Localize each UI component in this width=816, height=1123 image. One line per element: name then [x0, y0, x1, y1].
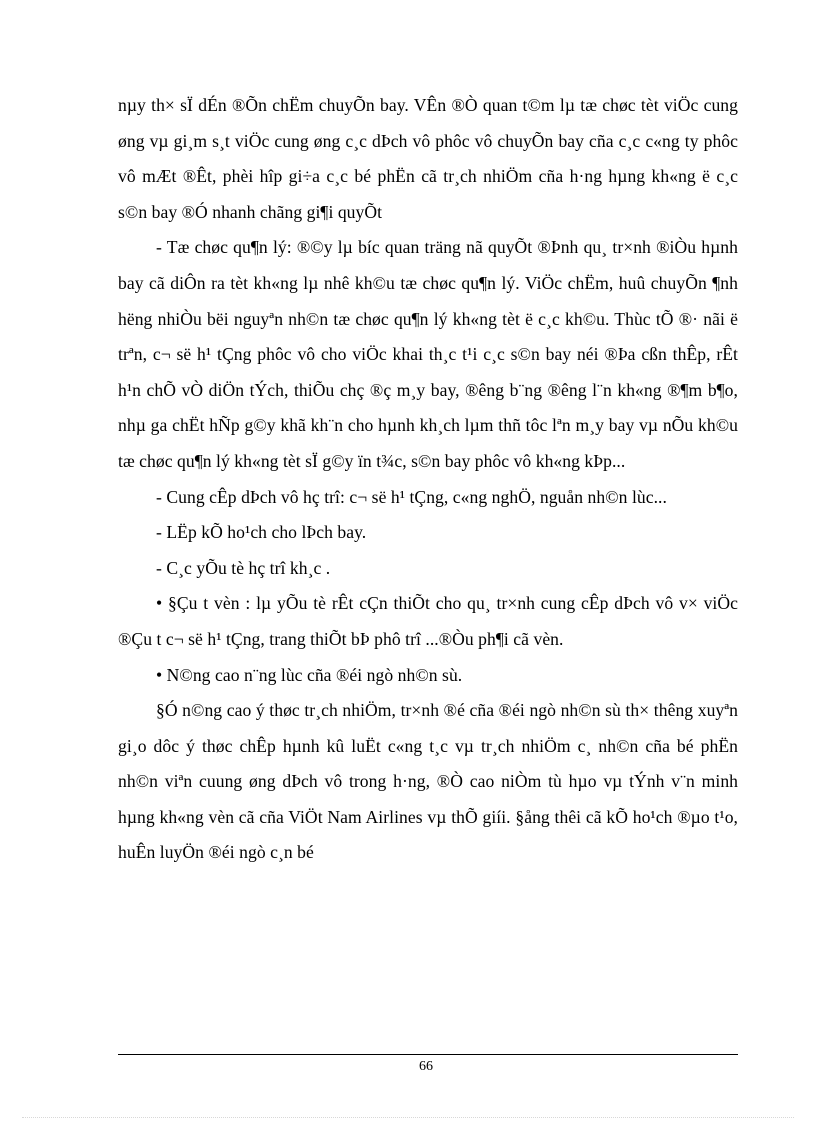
paragraph	[118, 480, 738, 516]
text-line: niÒm tù hµo vµ tÝnh v¨n minh hµng kh«ng vèn cã cña ViÖt Nam Airlines	[118, 771, 739, 827]
text-line: nÕu kh©u tæ chøc qu¶n lý kh«ng tèt sÏ g©y ïn t¾c, s©n bay phôc vô	[118, 415, 738, 471]
paragraph	[118, 693, 738, 871]
text-line: viÖc cung øng vµ gi¸m s¸t viÖc cung øng c¸c dÞch vô phôc vô chuyÕn	[118, 95, 738, 151]
text-line: kh«ng kÞp...	[535, 450, 626, 471]
footer-divider	[118, 1054, 738, 1055]
text-line: - Tæ chøc qu¶n lý: ®©y lµ bíc quan träng nã quyÕt ®Þnh qu¸ tr×nh	[156, 237, 651, 258]
paragraph	[118, 88, 738, 230]
text-line: ga chËt hÑp g©y khã kh¨n cho hµnh kh¸ch lµm thñ tôc lªn m¸y bay vµ	[150, 415, 659, 436]
text-line: nhiÖm cña h·ng hµng kh«ng ë c¸c s©n bay ®Ó nhanh chãng gi¶i quyÕt	[118, 166, 739, 222]
text-line: chËm, huû chuyÕn ¶nh hëng nhiÒu bëi nguyªn nh©n tæ chøc qu¶n lý	[118, 272, 738, 329]
text-line: vô v× viÖc ®Çu t c¬ së h¹ tÇng, trang thiÕt bÞ phô trî ...®Òu ph¶i cã	[118, 593, 738, 649]
body-text	[118, 88, 738, 871]
text-line: - LËp kÕ ho¹ch cho lÞch bay.	[156, 522, 367, 543]
text-line: - Cung cÊp dÞch vô hç trî: c¬ së h¹ tÇng, c«ng nghÖ, nguån nh©n	[156, 486, 628, 507]
text-line: kh«ng tèt ë c¸c kh©u. Thùc tÕ ®· nãi ë trªn, c¬ së h¹ tÇng phôc vô cho	[118, 308, 739, 365]
text-line: lùc...	[631, 486, 667, 507]
paragraph	[118, 658, 738, 694]
text-line: ®iÒu hµnh bay cã diÔn ra tèt kh«ng lµ nhê kh©u tæ chøc qu¶n lý. ViÖc	[118, 237, 738, 293]
text-line: • §Çu t vèn : lµ yÕu tè rÊt cÇn thiÕt cho qu¸ tr×nh cung cÊp dÞch	[156, 593, 650, 614]
paragraph	[118, 586, 738, 657]
paragraph	[118, 515, 738, 551]
text-line: tÝch, thiÕu chç ®ç m¸y bay, ®êng b¨ng ®êng l¨n kh«ng ®¶m b¶o, nhµ	[118, 379, 738, 436]
text-line: §Ó n©ng cao ý thøc tr¸ch nhiÖm, tr×nh ®é cña ®éi ngò nh©n sù th×	[156, 700, 650, 721]
page-bottom-border	[22, 1117, 794, 1118]
text-line: vµ thÕ giíi. §ång thêi cã kÕ ho¹ch ®µo t¹o, huÊn luyÖn ®éi ngò c¸n bé	[118, 806, 738, 863]
text-line: c¸ nh©n cña bé phËn nh©n viªn cuung øng dÞch vô trong h·ng, ®Ò cao	[118, 735, 738, 792]
text-line: viÖc khai th¸c t¹i c¸c s©n bay néi ®Þa cßn thÊp, rÊt h¹n chÕ vÒ diÖn	[118, 344, 738, 400]
text-line: - C¸c yÕu tè hç trî kh¸c .	[156, 557, 331, 578]
paragraph	[118, 230, 738, 479]
text-line: nµy th× sÏ dÉn ®Õn chËm chuyÕn bay. VÊn ®Ò quan t©m lµ tæ chøc tèt	[118, 95, 659, 115]
text-line: vèn.	[533, 628, 564, 649]
text-line: bay cña c¸c c«ng ty phôc vô mÆt ®Êt, phèi hîp gi÷a c¸c bé phËn cã tr¸ch	[118, 130, 738, 187]
text-line: • N©ng cao n¨ng lùc cña ®éi ngò nh©n sù.	[156, 664, 463, 685]
page-number: 66	[419, 1059, 433, 1074]
paragraph	[118, 551, 738, 587]
text-line: thêng xuyªn gi¸o dôc ý thøc chÊp hµnh kû luËt c«ng t¸c vµ tr¸ch nhiÖm	[118, 700, 739, 756]
